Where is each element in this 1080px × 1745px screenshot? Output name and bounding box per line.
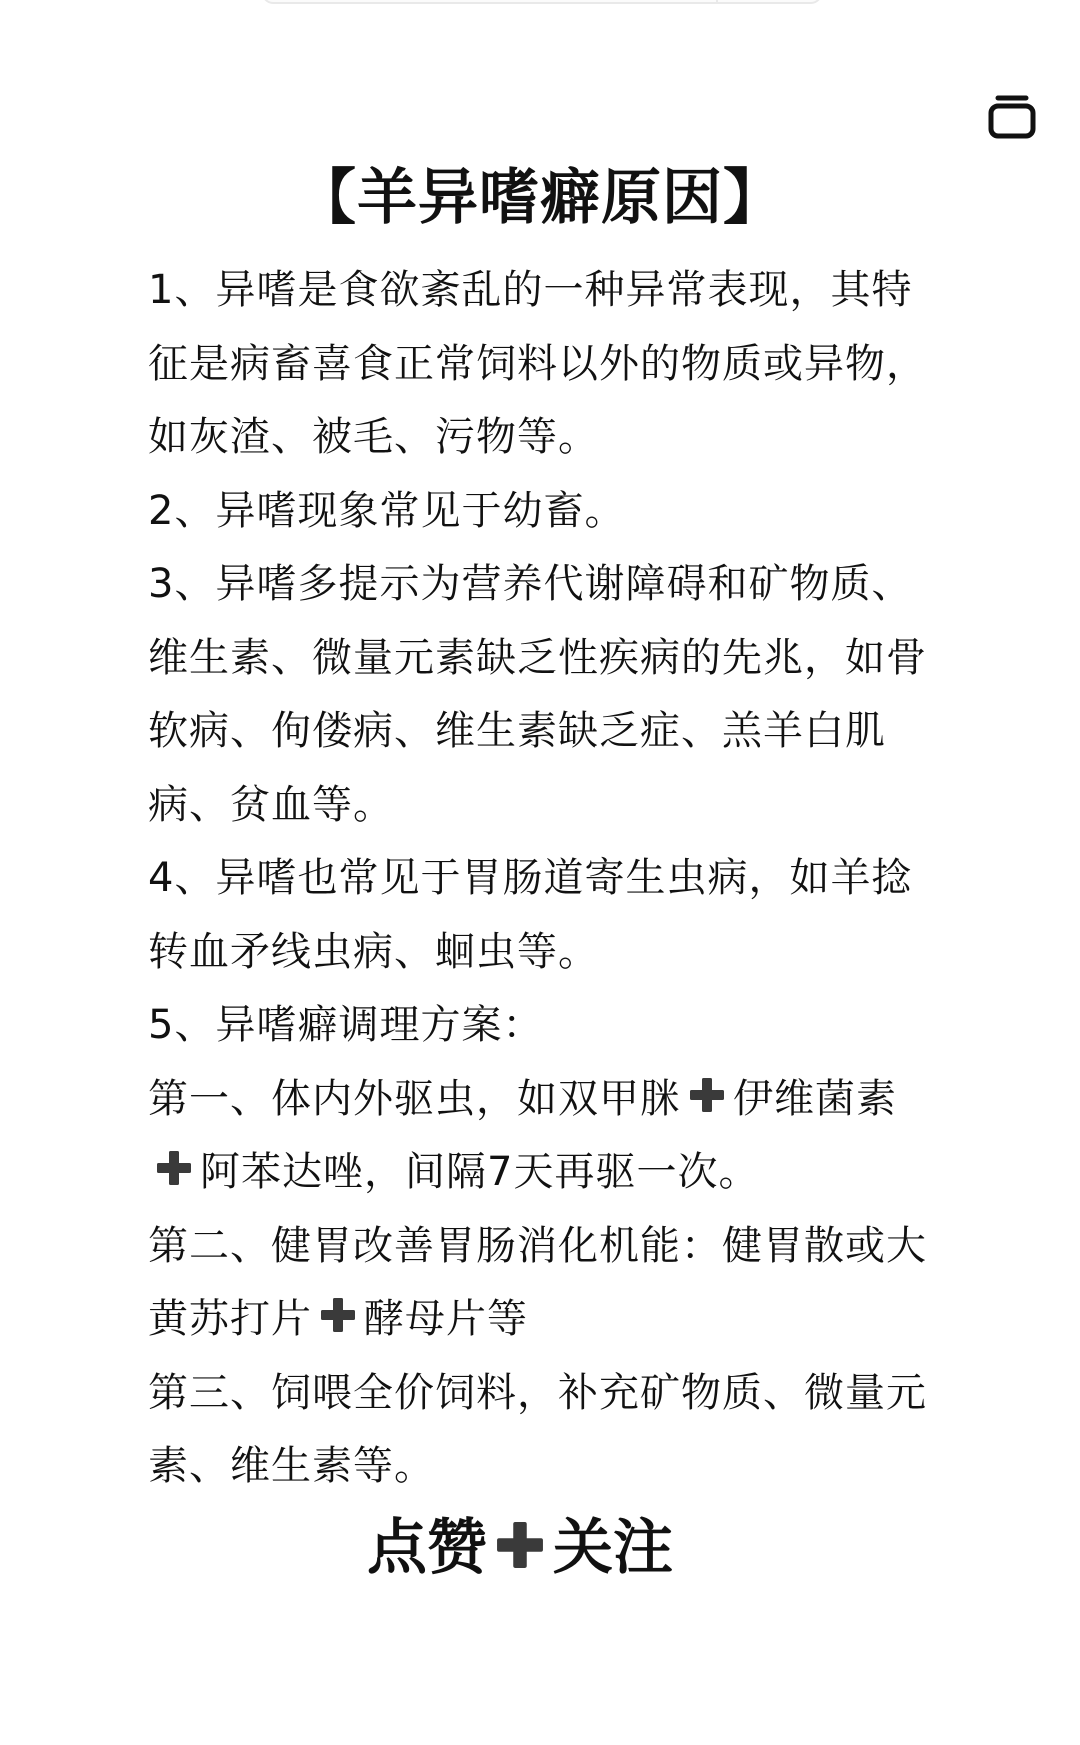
heavy-plus-icon: [154, 1148, 194, 1188]
step-1-text-a: 第一、体内外驱虫，如双甲脒: [148, 1075, 681, 1122]
step-1-text-b: 伊维菌素: [733, 1075, 897, 1122]
paragraph-4: 4、异嗜也常见于胃肠道寄生虫病，如羊捻转血矛线虫病、蛔虫等。: [148, 855, 913, 975]
article-body: [148, 254, 948, 1504]
page-title: 【羊异嗜癖原因】: [296, 163, 784, 233]
window-restore-icon[interactable]: [986, 92, 1038, 144]
paragraph-3: 3、异嗜多提示为营养代谢障碍和矿物质、维生素、微量元素缺乏性疾病的先兆，如骨软病、佝偻病、维生素缺乏症、羔羊白肌病、贫血等。: [148, 561, 927, 828]
paragraph-1: 1、异嗜是食欲紊乱的一种异常表现，其特征是病畜喜食正常饲料以外的物质或异物，如灰渣、被毛、污物等。: [148, 267, 927, 460]
paragraph-step-3: 第三、饲喂全价饲料，补充矿物质、微量元素、维生素等。: [148, 1369, 927, 1489]
paragraph-step-2: [148, 1210, 948, 1357]
top-handle-bar: [262, 0, 822, 4]
follow-label: 关注: [553, 1513, 673, 1583]
step-1-text-c: 阿苯达唑，间隔7天再驱一次。: [200, 1149, 760, 1195]
paragraph-step-1: [148, 1063, 948, 1210]
paragraph-2: 2、异嗜现象常见于幼畜。: [148, 487, 626, 534]
paragraph-5: 5、异嗜癖调理方案：: [148, 1002, 544, 1048]
step-2-text-a: 第二、健胃改善胃肠消化机能：健胃散或大黄苏打片: [148, 1222, 927, 1342]
footer-cta: [0, 1508, 1040, 1588]
step-2-text-b: 酵母片等: [364, 1296, 528, 1342]
handle-divider: [716, 0, 718, 4]
heavy-plus-icon: [687, 1075, 727, 1115]
like-label: 点赞: [367, 1513, 487, 1583]
heavy-plus-icon: [318, 1295, 358, 1335]
heavy-plus-icon: [493, 1518, 547, 1572]
